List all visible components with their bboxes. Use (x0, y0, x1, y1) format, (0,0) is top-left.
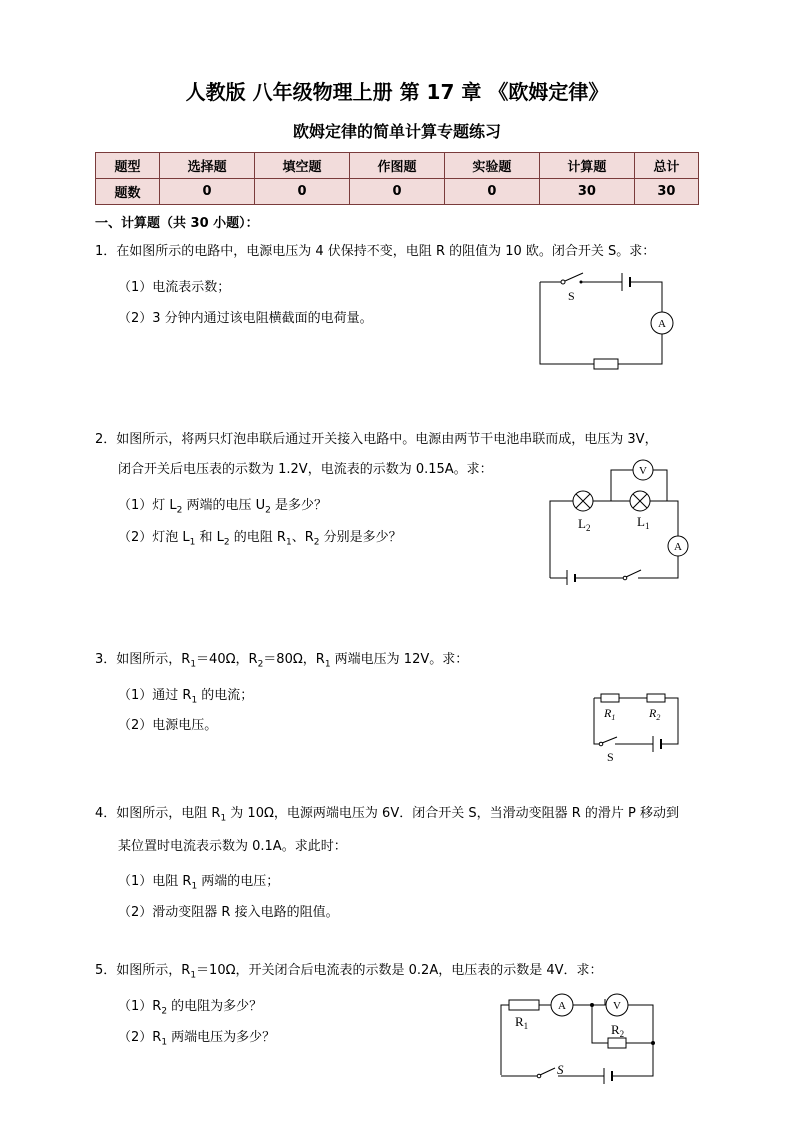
question-4-line-1: 4．如图所示，电阻 $R_1$ 为 10Ω，电源两端电压为 6V．闭合开关 S，当滑动变阻器 R 的滑片 P 移动到 (95, 806, 679, 824)
table-cell: 30 (539, 179, 634, 205)
table-header-cell: 计算题 (539, 153, 634, 179)
junction-dot (590, 1003, 594, 1007)
question-3-sub-1: （1）通过 $R_1$ 的电流； (118, 688, 254, 706)
switch-lever (602, 737, 617, 743)
table-cell: 题数 (96, 179, 160, 205)
table-cell: 0 (350, 179, 445, 205)
question-2-line-2: 闭合开关后电压表的示数为 1.2V，电流表的示数为 0.15A。求： (118, 462, 493, 477)
question-5-circuit-diagram (495, 990, 660, 1085)
lamp-l1-label: $L_1$ (637, 514, 650, 531)
switch-pivot (561, 280, 565, 284)
table-cell: 0 (255, 179, 350, 205)
question-3-text: 3．如图所示，$R_1=40\Omega$，$R_2=80\Omega$，$R_1$ 两端电压为 12V。求： (95, 652, 469, 670)
voltmeter-label: V (639, 465, 647, 477)
question-1-circuit-diagram (530, 270, 680, 370)
resistor-r2-icon (647, 694, 665, 702)
switch-lever (626, 570, 641, 577)
page-subtitle: 欧姆定律的简单计算专题练习 (292, 122, 501, 141)
question-4-sub-1: （1）电阻 $R_1$ 两端的电压； (118, 874, 280, 892)
junction-dot (651, 1041, 655, 1045)
table-header-row (96, 153, 699, 179)
question-2-line-1: 2．如图所示，将两只灯泡串联后通过开关接入电路中。电源由两节干电池串联而成，电压为 3V， (95, 432, 658, 447)
voltmeter-label: V (613, 1000, 621, 1012)
table-cell: 30 (634, 179, 698, 205)
resistor-r2-label: $R_2$ (611, 1022, 625, 1039)
switch-label: S (557, 1062, 564, 1077)
table-cell: 0 (160, 179, 255, 205)
question-5-text: 5．如图所示，$R_1=10\Omega$，开关闭合后电流表的示数是 0.2A，电压表的示数是 4V．求： (95, 963, 603, 981)
question-5-sub-1: $(1)R_2$ 的电阻为多少？ (118, 999, 263, 1017)
question-2-sub-2: （2）灯泡 $L_1$ 和 $L_2$ 的电阻 $R_1$、$R_2$ 分别是多少？ (118, 530, 402, 548)
question-1-sub-2: （2）3 分钟内通过该电阻横截面的电荷量。 (118, 311, 373, 326)
switch-lever (565, 273, 583, 281)
question-2-sub-1: （1）灯 $L_2$ 两端的电压 $U_2$ 是多少？ (118, 498, 328, 516)
question-2-circuit-diagram (545, 455, 695, 585)
table-header-cell: 填空题 (255, 153, 350, 179)
page-title: 人教版 八年级物理上册 第 17 章 《欧姆定律》 (185, 80, 609, 104)
table-header-cell: 实验题 (444, 153, 539, 179)
switch-lever (540, 1068, 555, 1075)
section-title: 一、计算题（共 30 小题）： (95, 216, 259, 231)
question-5-sub-2: $(2)R_1$ 两端电压为多少？ (118, 1030, 276, 1048)
table-header-cell: 选择题 (160, 153, 255, 179)
lamp-l2-label: $L_2$ (578, 516, 591, 533)
switch-contact (580, 281, 583, 284)
table-header-cell: 题型 (96, 153, 160, 179)
table-header-cell: 作图题 (350, 153, 445, 179)
resistor-r1-icon (601, 694, 619, 702)
ammeter-label: A (674, 541, 682, 553)
resistor-r1-icon (509, 1000, 539, 1010)
question-summary-table (95, 152, 699, 205)
question-3-circuit-diagram (585, 688, 685, 766)
resistor-r2-icon (608, 1038, 626, 1048)
question-4-line-2: 某位置时电流表示数为 0.1A。求此时： (118, 839, 347, 854)
question-3-sub-2: （2）电源电压。 (118, 718, 218, 733)
resistor-icon (594, 359, 618, 369)
question-4-sub-2: （2）滑动变阻器 R 接入电路的阻值。 (118, 905, 339, 920)
resistor-r1-label: $R_1$ (515, 1014, 529, 1031)
table-row (96, 179, 699, 205)
resistor-r2-label: $R_2$ (649, 706, 661, 722)
ammeter-label: A (558, 1000, 566, 1012)
table-header-cell: 总计 (634, 153, 698, 179)
table-cell: 0 (444, 179, 539, 205)
ammeter-label: A (658, 318, 666, 330)
resistor-r1-label: $R_1$ (604, 706, 616, 722)
question-1-sub-1: （1）电流表示数； (118, 280, 231, 295)
switch-label: S (607, 750, 614, 764)
question-1-text: 1．在如图所示的电路中，电源电压为 4 伏保持不变，电阻 R 的阻值为 10 欧。闭合开关 S。求： (95, 244, 656, 259)
switch-label: S (568, 289, 575, 303)
